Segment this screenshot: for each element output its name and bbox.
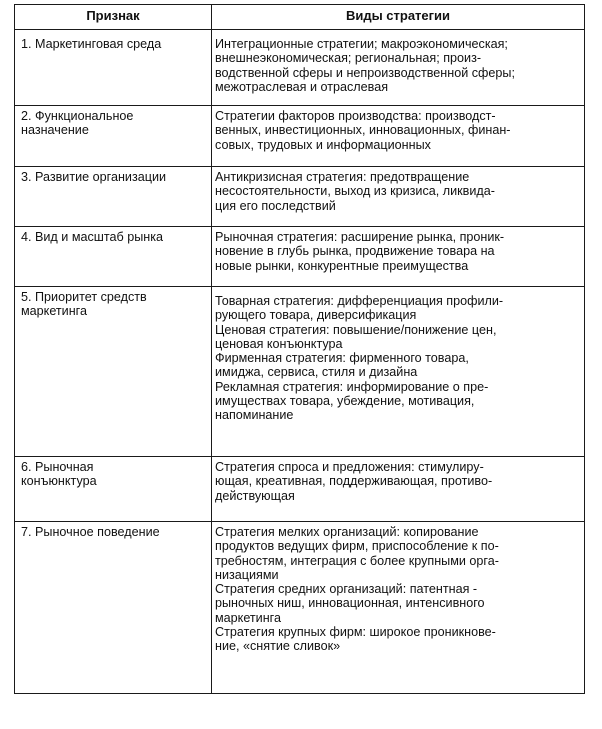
strategy-line: ция его последствий: [215, 198, 336, 213]
strategies-cell: [212, 227, 585, 287]
feature-cell: [15, 227, 212, 287]
table-row: [15, 227, 585, 287]
strategy-line: Рекламная стратегия: информирование о пре-: [215, 379, 489, 394]
feature-text: 1. Маркетинговая среда: [21, 37, 162, 51]
strategy-line: несостоятельности, выход из кризиса, ликвида-: [215, 184, 495, 199]
strategy-line: венных, инвестиционных, инновационных, финан-: [215, 123, 511, 138]
table-row: [15, 457, 585, 522]
strategy-line: внешнеэкономическая; региональная; произ-: [215, 51, 482, 66]
strategy-line: ценовая конъюнктура: [215, 336, 343, 351]
strategy-table: [14, 4, 585, 694]
strategy-line: рующего товара, диверсификация: [215, 308, 417, 323]
strategy-line: продуктов ведущих фирм, приспособление к по-: [215, 539, 499, 554]
feature-cell: [15, 522, 212, 694]
strategies-cell: [212, 287, 585, 457]
strategy-line: совых, трудовых и информационных: [215, 137, 431, 152]
strategy-line: Стратегия спроса и предложения: стимулиру-: [215, 460, 484, 474]
feature-text: 6. Рыночная: [21, 460, 94, 474]
strategy-line: водственной сферы и непроизводственной сферы;: [215, 65, 515, 80]
strategy-line: Стратегия мелких организаций: копирование: [215, 525, 479, 539]
table-row: [15, 287, 585, 457]
strategy-line: Фирменная стратегия: фирменного товара,: [215, 351, 469, 366]
feature-text: назначение: [21, 123, 89, 138]
strategy-line: Антикризисная стратегия: предотвращение: [215, 170, 470, 184]
header-strategies: Виды стратегии: [212, 5, 585, 30]
strategy-line: напоминание: [215, 408, 294, 423]
feature-cell: [15, 30, 212, 106]
strategy-line: рыночных ниш, инновационная, интенсивного: [215, 596, 485, 611]
strategy-line: низациями: [215, 567, 279, 582]
feature-text: 2. Функциональное: [21, 109, 134, 123]
strategies-cell: [212, 457, 585, 522]
feature-text: 7. Рыночное поведение: [21, 525, 160, 539]
strategy-line: Интеграционные стратегии; макроэкономическая;: [215, 37, 508, 51]
feature-cell: [15, 287, 212, 457]
strategy-line: маркетинга: [215, 610, 281, 625]
strategy-line: имуществах товара, убеждение, мотивация,: [215, 394, 475, 409]
strategy-line: Товарная стратегия: дифференциация профили-: [215, 294, 504, 308]
strategy-line: Стратегия средних организаций: патентная -: [215, 582, 478, 597]
feature-text: 3. Развитие организации: [21, 170, 167, 184]
table-header-row: [15, 5, 585, 30]
strategy-line: ние, «снятие сливок»: [215, 639, 341, 654]
feature-cell: [15, 457, 212, 522]
feature-text: конъюнктура: [21, 474, 97, 489]
feature-cell: [15, 106, 212, 167]
strategies-cell: [212, 522, 585, 694]
strategy-line: новые рынки, конкурентные преимущества: [215, 258, 469, 273]
feature-text: 5. Приоритет средств: [21, 290, 147, 304]
header-feature: Признак: [15, 5, 212, 30]
feature-text: маркетинга: [21, 304, 87, 319]
strategies-cell: [212, 167, 585, 227]
strategies-cell: [212, 30, 585, 106]
strategy-line: межотраслевая и отраслевая: [215, 79, 389, 94]
strategy-line: имиджа, сервиса, стиля и дизайна: [215, 365, 418, 380]
strategies-cell: [212, 106, 585, 167]
strategy-line: Рыночная стратегия: расширение рынка, проник-: [215, 230, 505, 244]
table-row: [15, 522, 585, 694]
table-row: [15, 106, 585, 167]
strategy-line: ющая, креативная, поддерживающая, противо-: [215, 474, 493, 489]
table-row: [15, 167, 585, 227]
table-row: [15, 30, 585, 106]
strategy-line: действующая: [215, 488, 295, 503]
feature-text: 4. Вид и масштаб рынка: [21, 230, 164, 244]
feature-cell: [15, 167, 212, 227]
strategy-line: новение в глубь рынка, продвижение товара на: [215, 244, 495, 259]
strategy-line: Стратегии факторов производства: производст-: [215, 109, 496, 123]
strategy-line: Ценовая стратегия: повышение/понижение цен,: [215, 322, 497, 337]
strategy-line: Стратегия крупных фирм: широкое проникнове-: [215, 625, 496, 640]
strategy-line: требностям, интеграция с более крупными орга-: [215, 553, 499, 568]
